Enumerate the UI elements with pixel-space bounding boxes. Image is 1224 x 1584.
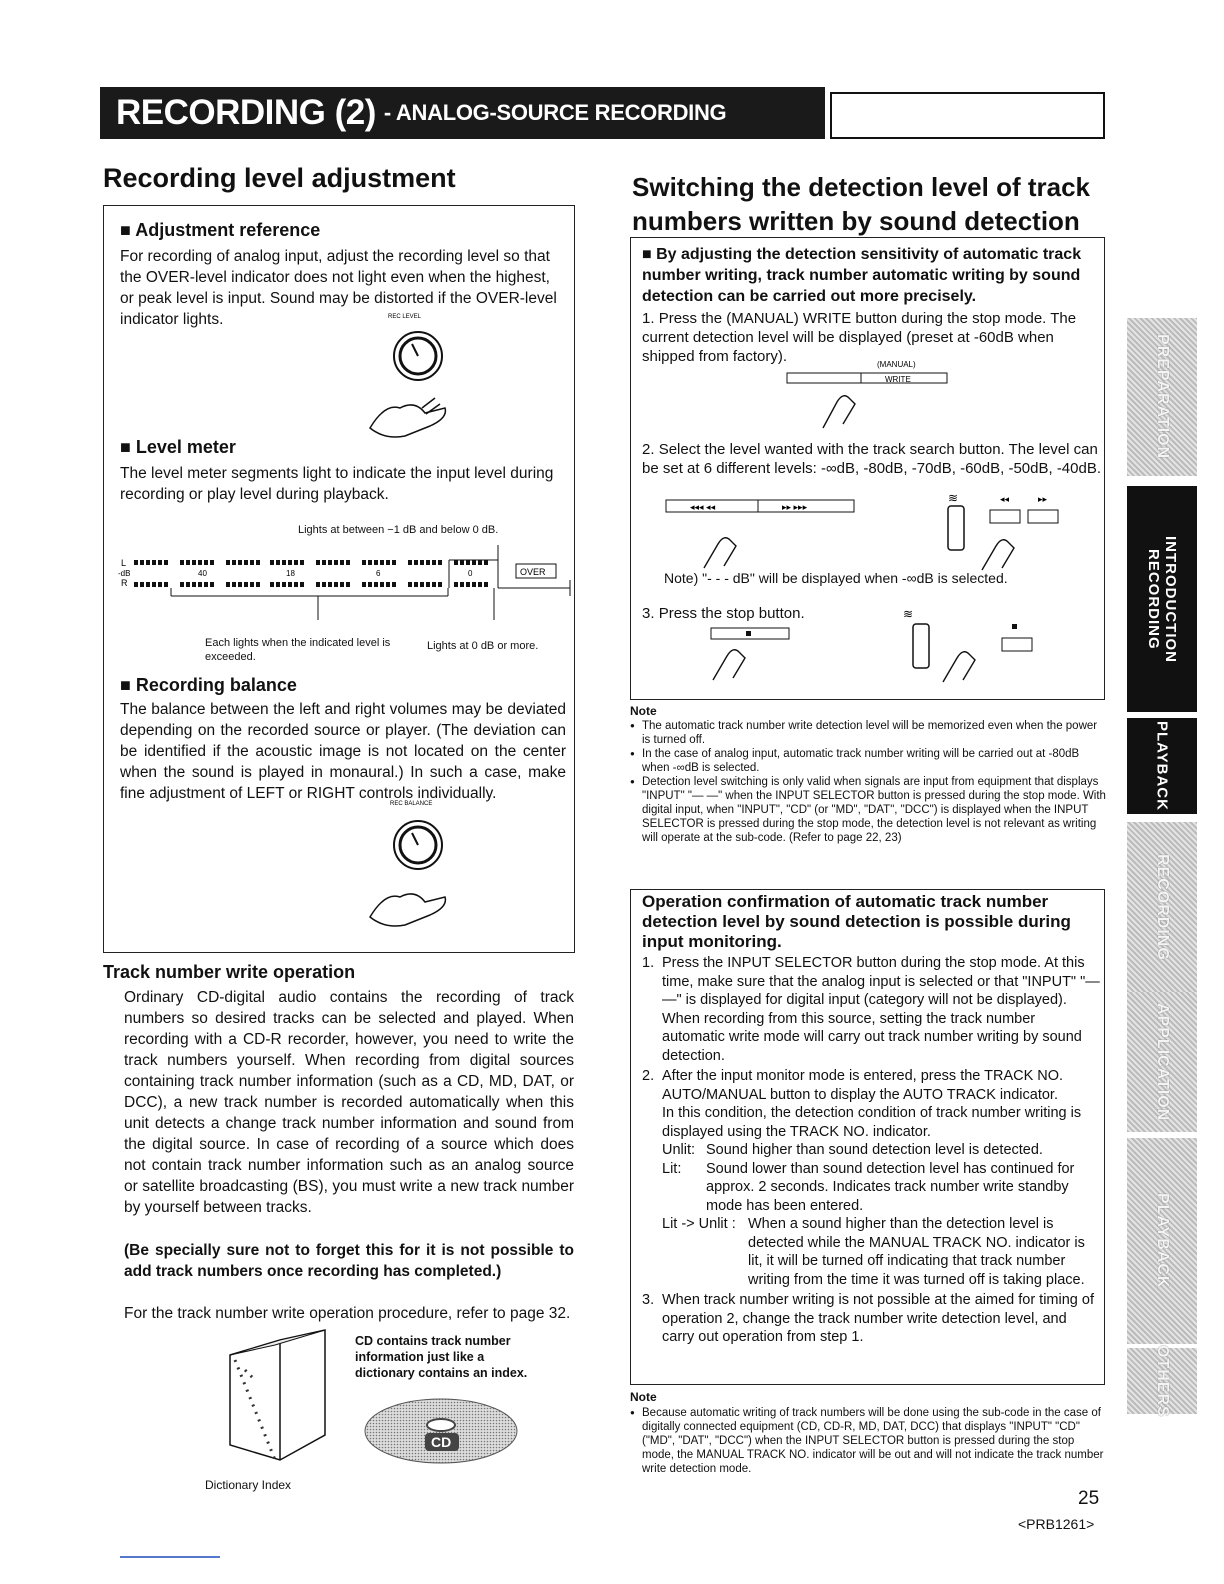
meter-segment <box>288 560 292 565</box>
meter-segment <box>484 560 488 565</box>
meter-segment <box>392 560 396 565</box>
meter-segment <box>328 560 332 565</box>
meter-segment <box>408 582 412 587</box>
note-item: ● The automatic track number write detection level will be memorized even when the power is turned off. <box>630 719 1106 747</box>
finger-press-icon <box>823 396 855 428</box>
adjustment-title: ■ Adjustment reference <box>120 220 320 241</box>
lit-text: Sound lower than sound detection level has continued for approx. 2 seconds. Indicates track number write standby mode has been entered. <box>706 1160 1075 1214</box>
tab-application[interactable] <box>1127 992 1197 1132</box>
adjustment-text: For recording of analog input, adjust the recording level so that the OVER-level indicator does not light even when the highest, or peak level is input. Sound may be distorted if the OVER-level indicator lights. <box>120 248 557 328</box>
level-meter-text: The level meter segments light to indicate the input level during recording or play level during playback. <box>120 465 554 503</box>
track-write-text: Ordinary CD-digital audio contains the recording of track numbers so desired tracks can be selected and played. When recording with a CD-R recorder, however, you need to write the track numbers yourself. When recording from digital sources containing track number information (such as a CD, MD, DAT, or DCC), a new track number is recorded automatically when this unit detects a change track number information and sound from the digital source. In case of recording of a source which does not contain track number information such as an analog source or satellite broadcasting (BS), you must write a new track number by yourself between tracks. <box>124 989 574 1216</box>
page-subtitle: - ANALOG-SOURCE RECORDING <box>383 100 727 125</box>
meter-segment <box>472 582 476 587</box>
meter-segment <box>186 560 190 565</box>
meter-segment <box>374 582 378 587</box>
meter-segment <box>380 560 384 565</box>
balance-title: ■ Recording balance <box>120 675 297 696</box>
lit-row <box>662 1160 1100 1216</box>
meter-segment <box>438 560 442 565</box>
confirmation-steps <box>642 954 1100 1347</box>
document-code: <PRB1261> <box>1018 1516 1095 1532</box>
remote-next-button <box>1028 510 1058 523</box>
meter-segment <box>288 582 292 587</box>
manual-label: (MANUAL) <box>877 360 916 369</box>
finger-press-icon-2 <box>704 538 736 568</box>
meter-segment <box>210 582 214 587</box>
remote-next-icon: ▸▸ <box>1038 494 1048 504</box>
over-label: OVER <box>520 567 546 577</box>
meter-segment <box>380 582 384 587</box>
meter-callout-left: Each lights when the indicated level is exceeded. <box>205 637 391 663</box>
remote-signal-icon-2: ≋ <box>903 607 914 621</box>
meter-segment <box>276 582 280 587</box>
lit-unlit-label: Lit -> Unlit : <box>662 1216 736 1232</box>
tab-others-label: OTHERS <box>1154 1344 1171 1418</box>
meter-tick-40: 40 <box>198 569 207 578</box>
meter-segment <box>152 582 156 587</box>
stop-icon <box>746 631 751 636</box>
meter-segment <box>316 560 320 565</box>
confirm-step-3-num: 3. <box>642 1292 655 1308</box>
meter-segment <box>276 560 280 565</box>
meter-segment <box>164 560 168 565</box>
meter-segment <box>238 582 242 587</box>
header-empty-box <box>830 92 1105 139</box>
meter-segment <box>134 560 138 565</box>
meter-segment <box>256 582 260 587</box>
meter-segment <box>346 560 350 565</box>
meter-segment <box>152 560 156 565</box>
confirm-step-2-body <box>662 1067 1100 1289</box>
meter-segment <box>270 560 274 565</box>
meter-segment <box>334 560 338 565</box>
cd-logo: CD <box>431 1434 452 1450</box>
meter-segment <box>244 582 248 587</box>
meter-segment <box>466 560 470 565</box>
meter-segment <box>316 582 320 587</box>
track-write-heading: Track number write operation <box>103 962 356 982</box>
index-marks <box>235 1360 275 1460</box>
meter-segment <box>158 582 162 587</box>
confirm-step-2b: In this condition, the detection condition of track number writing is displayed using the TRACK NO. indicator. <box>662 1105 1082 1140</box>
meter-segment <box>164 582 168 587</box>
meter-segment <box>322 560 326 565</box>
meter-segment <box>140 582 144 587</box>
meter-tick-0: 0 <box>468 569 473 578</box>
meter-segment <box>374 560 378 565</box>
cd-disc-illustration <box>363 1395 523 1467</box>
meter-segment <box>460 560 464 565</box>
tab-recording-introduction[interactable] <box>1127 486 1197 712</box>
notes-list <box>630 719 1106 845</box>
meter-segment <box>414 560 418 565</box>
meter-segment <box>250 560 254 565</box>
meter-callout-right: Lights at 0 dB or more. <box>427 640 539 652</box>
meter-segment <box>204 582 208 587</box>
meter-segment <box>146 560 150 565</box>
meter-segment <box>226 582 230 587</box>
meter-segment <box>232 560 236 565</box>
meter-segment <box>438 582 442 587</box>
tab-application-label: APPLICATION <box>1154 1002 1171 1122</box>
rec-balance-knob-illustration <box>330 795 470 935</box>
lit-label: Lit: <box>662 1160 682 1177</box>
meter-label-r: R <box>121 578 128 588</box>
tab-preparation[interactable] <box>1127 318 1197 476</box>
meter-segment <box>478 582 482 587</box>
meter-segment <box>368 582 372 587</box>
step-2-text: Select the level wanted with the track search button. The level can be set at 6 different levels: -∞dB, -80dB, -70dB, -60dB, -50dB, -40dB. <box>642 441 1102 477</box>
tab-others[interactable] <box>1127 1344 1197 1418</box>
confirm-step-2 <box>642 1067 1100 1289</box>
step-3-text: Press the stop button. <box>658 605 805 622</box>
meter-segment <box>180 582 184 587</box>
remote-icon-2 <box>913 624 929 668</box>
meter-tick-6: 6 <box>376 569 381 578</box>
meter-label-db: -dB <box>118 569 131 578</box>
meter-segment <box>300 582 304 587</box>
meter-segment <box>368 560 372 565</box>
cd-caption: CD contains track number information just like a dictionary contains an index. <box>355 1334 528 1380</box>
meter-segment <box>386 560 390 565</box>
dictionary-illustration <box>225 1320 335 1480</box>
meter-segment <box>134 582 138 587</box>
meter-segment <box>340 560 344 565</box>
meter-callout-top: Lights at between −1 dB and below 0 dB. <box>298 524 499 536</box>
finger-press-icon-4 <box>713 650 745 680</box>
meter-segment <box>244 560 248 565</box>
page-title-banner <box>100 87 825 139</box>
tab-introduction-label: INTRODUCTION <box>1162 535 1179 663</box>
confirm-step-2a: After the input monitor mode is entered, press the TRACK NO. AUTO/MANUAL button to display the AUTO TRACK indicator. <box>662 1068 1064 1103</box>
confirm-step-1-text: Press the INPUT SELECTOR button during the stop mode. At this time, make sure that the analog input is selected or that "INPUT" "— —" is displayed for digital input (category will not be displayed). When recording from this source, setting the track number automatic write mode will carry out track number writing by sound detection. <box>662 955 1100 1064</box>
cd-hole <box>427 1419 455 1431</box>
meter-tick-18: 18 <box>286 569 295 578</box>
meter-segment <box>420 560 424 565</box>
rec-level-knob-illustration <box>330 308 470 448</box>
unlit-text: Sound higher than sound detection level is detected. <box>706 1142 1043 1158</box>
meter-segment <box>210 560 214 565</box>
hand-icon <box>370 405 445 437</box>
meter-segment <box>460 582 464 587</box>
track-write-warning: (Be specially sure not to forget this for it is not possible to add track numbers once recording has completed.) <box>124 1242 574 1280</box>
tab-playback-2-label: PLAYBACK <box>1154 1193 1171 1289</box>
meter-segment <box>300 560 304 565</box>
meter-segment <box>198 560 202 565</box>
step-2-num: 2. <box>642 441 659 458</box>
dictionary-caption: Dictionary Index <box>205 1478 292 1492</box>
meter-segment <box>140 560 144 565</box>
tab-playback[interactable] <box>1127 718 1197 814</box>
meter-segment <box>294 582 298 587</box>
lit-unlit-row <box>662 1215 1100 1289</box>
write-label: WRITE <box>885 375 911 384</box>
lit-unlit-text: When a sound higher than the detection level is detected while the MANUAL TRACK NO. indicator is lit, it will be turned off indicating that track number writing from the time it was turned off is taking place. <box>748 1216 1085 1288</box>
meter-segment <box>386 582 390 587</box>
confirm-step-3 <box>642 1291 1100 1347</box>
meter-segment <box>270 582 274 587</box>
note2-title: Note <box>630 1390 657 1404</box>
meter-segment <box>322 582 326 587</box>
note-title: Note <box>630 704 657 718</box>
meter-segment <box>282 560 286 565</box>
note-item: ● In the case of analog input, automatic track number writing will be carried out at -80dB when -∞dB is selected. <box>630 747 1106 775</box>
balance-hand-icon <box>370 894 445 926</box>
tab-recording-2[interactable] <box>1127 822 1197 992</box>
step-2-note: Note) "- - - dB" will be displayed when -∞dB is selected. <box>664 570 1008 586</box>
level-meter-illustration <box>118 540 573 620</box>
finger-press-icon-5 <box>943 652 975 682</box>
meter-segment <box>466 582 470 587</box>
meter-segment <box>454 582 458 587</box>
page-title: RECORDING (2) <box>116 93 376 132</box>
meter-segment <box>232 582 236 587</box>
step-1-text: Press the (MANUAL) WRITE button during the stop mode. The current detection level will be displayed (preset at -60dB when shipped from factory). <box>642 310 1077 365</box>
bottom-rule <box>120 1556 220 1558</box>
right-heading: Switching the detection level of track numbers written by sound detection <box>632 172 1090 236</box>
meter-label-l: L <box>121 558 127 568</box>
next-track-icon: ▸▸ ▸▸▸ <box>782 502 808 512</box>
knob-pointer <box>412 344 418 356</box>
meter-segments <box>134 560 488 587</box>
left-heading: Recording level adjustment <box>103 163 456 193</box>
meter-segment <box>432 582 436 587</box>
level-meter-title: ■ Level meter <box>120 437 236 458</box>
meter-segment <box>362 560 366 565</box>
meter-segment <box>432 560 436 565</box>
book-outline <box>230 1330 325 1460</box>
remote-prev-icon: ◂◂ <box>1000 494 1010 504</box>
meter-segment <box>414 582 418 587</box>
meter-segment <box>454 560 458 565</box>
meter-segment <box>408 560 412 565</box>
confirm-step-1-num: 1. <box>642 955 655 971</box>
track-write-reference: For the track number write operation procedure, refer to page 32. <box>124 1305 571 1322</box>
meter-segment <box>362 582 366 587</box>
meter-segment <box>328 582 332 587</box>
track-search-illustration <box>664 490 1084 575</box>
meter-segment <box>256 560 260 565</box>
step-2 <box>642 440 1102 478</box>
meter-segment <box>472 560 476 565</box>
tab-recording-label: RECORDING <box>1145 548 1162 650</box>
meter-segment <box>484 582 488 587</box>
meter-segment <box>226 560 230 565</box>
tab-recording-2-label: RECORDING <box>1154 853 1171 961</box>
tab-preparation-label: PREPARATION <box>1154 334 1171 460</box>
meter-segment <box>420 582 424 587</box>
remote-prev-button <box>990 510 1020 523</box>
unlit-label: Unlit: <box>662 1142 696 1158</box>
remote-stop-button <box>1002 638 1032 651</box>
meter-segment <box>146 582 150 587</box>
meter-segment <box>346 582 350 587</box>
meter-segment <box>478 560 482 565</box>
meter-segment <box>250 582 254 587</box>
meter-segment <box>204 560 208 565</box>
remote-icon <box>948 506 964 550</box>
meter-segment <box>294 560 298 565</box>
meter-segment <box>340 582 344 587</box>
note-item: ● Detection level switching is only valid when signals are input from equipment that displays "INPUT" "— —" when the INPUT SELECTOR button is pressed during the stop mode. With digital input, when "INPUT", "CD" (or "MD", "DAT", "DCC") is displayed when the INPUT SELECTOR is pressed during the stop mode, the detection level is not relevant as writing will operate at the sub-code. (Refer to page 22, 23) <box>630 775 1106 845</box>
meter-segment <box>186 582 190 587</box>
remote-signal-icon: ≋ <box>948 491 959 505</box>
meter-segment <box>198 582 202 587</box>
meter-segment <box>158 560 162 565</box>
confirm-step-1 <box>642 954 1100 1065</box>
step-3-num: 3. <box>642 605 659 622</box>
rec-level-label: REC LEVEL <box>388 314 422 320</box>
finger-press-icon-3 <box>982 540 1014 570</box>
note2-item: ● Because automatic writing of track numbers will be done using the sub-code in the case of digitally connected equipment (CD, CD-R, MD, DAT, DCC) that displays "INPUT" "CD" ("MD", "DAT", "DCC") when the INPUT SELECTOR button is pressed during the stop mode, the MANUAL TRACK NO. indicator will be out and will not indicate the track number write detection mode. <box>630 1406 1106 1476</box>
confirmation-title: Operation confirmation of automatic track number detection level by sound detection is possible during input monitoring. <box>642 892 1071 951</box>
meter-segment <box>180 560 184 565</box>
page-number: 25 <box>1078 1488 1100 1509</box>
meter-segment <box>426 560 430 565</box>
confirm-step-3-text: When track number writing is not possible at the aimed for timing of operation 2, change the track number write detection level, and carry out operation from step 1. <box>662 1292 1094 1345</box>
stop-button-illustration <box>705 606 1045 686</box>
tab-playback-2[interactable] <box>1127 1138 1197 1344</box>
meter-segment <box>238 560 242 565</box>
step-1-num: 1. <box>642 310 659 327</box>
meter-segment <box>192 582 196 587</box>
meter-segment <box>392 582 396 587</box>
tab-playback-label: PLAYBACK <box>1153 721 1171 811</box>
manual-write-illustration <box>785 356 960 431</box>
meter-segment <box>426 582 430 587</box>
meter-segment <box>334 582 338 587</box>
remote-stop-icon <box>1012 624 1017 629</box>
rec-balance-label: REC BALANCE <box>390 801 433 807</box>
balance-text: The balance between the left and right volumes may be deviated depending on the recorded source or player. (The deviation can be identified if the acoustic image is not located on the center when the sound is played in monaural.) In such a case, make fine adjustment of LEFT or RIGHT controls individually. <box>120 701 566 802</box>
detection-intro: ■ By adjusting the detection sensitivity of automatic track number writing, track number automatic writing by sound detection can be carried out more precisely. <box>642 244 1102 307</box>
meter-segment <box>282 582 286 587</box>
confirm-step-2-num: 2. <box>642 1068 655 1084</box>
balance-knob-pointer <box>412 833 418 845</box>
meter-segment <box>192 560 196 565</box>
note2-list <box>630 1406 1106 1476</box>
unlit-row <box>662 1141 1100 1160</box>
prev-track-icon: ◂◂◂ ◂◂ <box>690 502 716 512</box>
book-top <box>230 1330 325 1355</box>
write-button-bar <box>787 373 947 383</box>
